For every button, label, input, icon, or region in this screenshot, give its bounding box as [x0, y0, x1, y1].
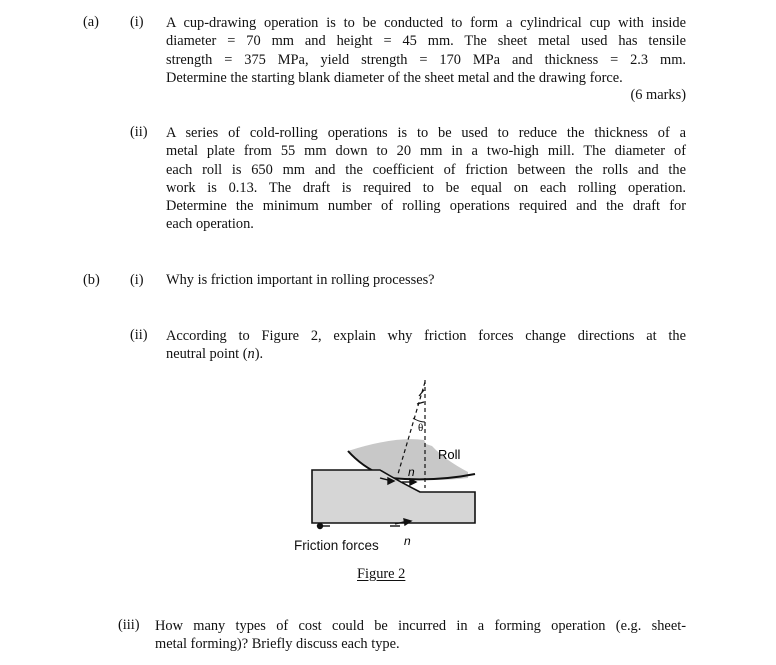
text-line: metal plate from 55 mm down to 20 mm in a two-high mill. The diameter of: [166, 143, 686, 160]
figure-caption: Figure 2: [357, 566, 406, 582]
part-b-q3-text: [155, 617, 686, 654]
text-line: Determine the starting blank diameter of the sheet metal and the drawing force.: [166, 69, 623, 86]
part-a-q2-text: [166, 124, 686, 234]
text-line: each roll is 650 mm and the coefficient of friction between the rolls and the: [166, 161, 686, 178]
part-b-q2-text: [166, 327, 686, 364]
text-line: A cup-drawing operation is to be conducted to form a cylindrical cup with inside: [166, 15, 686, 31]
part-a-q2-label: (ii): [130, 124, 148, 140]
text-line: A series of cold-rolling operations is to be used to reduce the thickness of a: [166, 125, 686, 141]
neutral-point-label-bottom: n: [404, 534, 411, 548]
part-b-q1-text: Why is friction important in rolling processes?: [166, 272, 435, 288]
text-line: Determine the minimum number of rolling operations required and the draft for: [166, 198, 686, 215]
roll-label: Roll: [438, 447, 461, 462]
text-line: According to Figure 2, explain why friction forces change directions at the: [166, 328, 686, 344]
text-line: work is 0.13. The draft is required to be equal on each rolling operation.: [166, 179, 686, 196]
text-line: each operation.: [166, 216, 254, 233]
text-line: metal forming)? Briefly discuss each type.: [155, 636, 400, 653]
part-a-q1-text: [166, 14, 686, 87]
friction-forces-label: Friction forces: [294, 538, 379, 553]
part-b-label: (b): [83, 272, 100, 288]
part-a-label: (a): [83, 14, 99, 30]
text-line: strength = 375 MPa, yield strength = 170 MPa and thickness = 2.3 mm.: [166, 51, 686, 68]
text-line: How many types of cost could be incurred in a forming operation (e.g. sheet-: [155, 618, 686, 634]
part-b-q3-label: (iii): [118, 617, 140, 633]
neutral-point-label-top: n: [408, 465, 415, 479]
figure-2-rolling-diagram: [290, 378, 490, 548]
part-b-q1-label: (i): [130, 272, 144, 288]
text-line: neutral point (n).: [166, 346, 264, 363]
text-line: diameter = 70 mm and height = 45 mm. The sheet metal used has tensile: [166, 33, 686, 50]
theta-label: θ: [418, 422, 424, 434]
part-b-q2-label: (ii): [130, 327, 148, 343]
marks-label: (6 marks): [630, 87, 686, 103]
part-a-q1-label: (i): [130, 14, 144, 30]
